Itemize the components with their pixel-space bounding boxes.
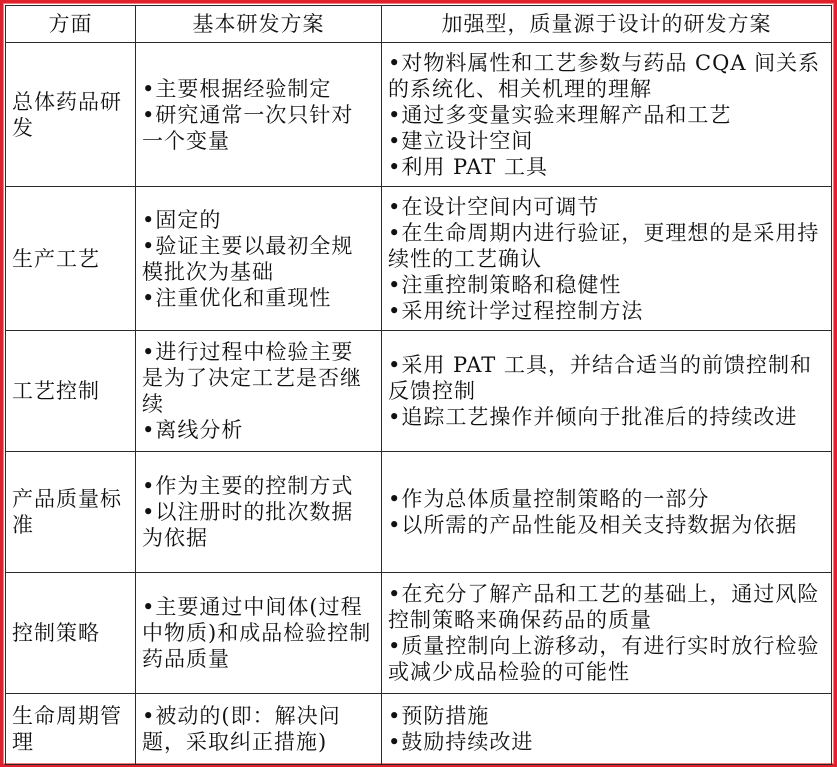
list-item: •作为主要的控制方式 [142, 474, 354, 498]
list-item: •建立设计空间 [388, 128, 534, 153]
list-item: •采用统计学过程控制方法 [388, 298, 644, 323]
list-item: •通过多变量实验来理解产品和工艺 [388, 102, 732, 127]
comparison-table [5, 5, 832, 765]
list-item: •预防措施 [388, 704, 490, 728]
enhanced-cell [382, 331, 832, 452]
header-row [6, 6, 832, 43]
table-row [6, 187, 832, 331]
basic-cell [136, 694, 382, 765]
list-item: •追踪工艺操作并倾向于批准后的持续改进 [388, 405, 798, 429]
list-item: •被动的(即：解决问题，采取纠正措施) [142, 704, 341, 754]
list-item: •在充分了解产品和工艺的基础上，通过风险控制策略来确保药品的质量 [388, 582, 820, 632]
row-aspect: 总体药品研发 [6, 43, 136, 187]
table-row [6, 694, 832, 765]
basic-cell [136, 187, 382, 331]
basic-cell [136, 43, 382, 187]
list-item: •在生命周期内进行验证，更理想的是采用持续性的工艺确认 [388, 220, 820, 271]
enhanced-cell [382, 452, 832, 573]
table-row [6, 43, 832, 187]
row-aspect: 产品质量标准 [6, 452, 136, 573]
list-item: •固定的 [142, 207, 222, 232]
list-item: •以注册时的批次数据为依据 [142, 500, 354, 550]
list-item: •进行过程中检验主要是为了决定工艺是否继续 [142, 340, 362, 416]
list-item: •主要根据经验制定 [142, 76, 332, 101]
enhanced-cell [382, 187, 832, 331]
list-item: •离线分析 [142, 418, 244, 442]
list-item: •主要通过中间体(过程中物质)和成品检验控制药品质量 [142, 595, 372, 671]
table-row [6, 573, 832, 694]
row-aspect: 生命周期管理 [6, 694, 136, 765]
basic-cell [136, 331, 382, 452]
list-item: •质量控制向上游移动，有进行实时放行检验或减少成品检验的可能性 [388, 634, 820, 684]
enhanced-cell [382, 694, 832, 765]
list-item: •作为总体质量控制策略的一部分 [388, 487, 710, 511]
list-item: •注重控制策略和稳健性 [388, 272, 622, 297]
list-item: •以所需的产品性能及相关支持数据为依据 [388, 513, 798, 537]
header-aspect: 方面 [6, 6, 136, 43]
list-item: •验证主要以最初全规模批次为基础 [142, 233, 354, 284]
list-item: •采用 PAT 工具，并结合适当的前馈控制和反馈控制 [388, 353, 812, 403]
row-aspect: 生产工艺 [6, 187, 136, 331]
row-aspect: 工艺控制 [6, 331, 136, 452]
basic-cell [136, 573, 382, 694]
list-item: •研究通常一次只针对一个变量 [142, 102, 354, 153]
header-basic-approach: 基本研发方案 [136, 6, 382, 43]
header-enhanced-approach: 加强型，质量源于设计的研发方案 [382, 6, 832, 43]
table-row [6, 452, 832, 573]
list-item: •利用 PAT 工具 [388, 154, 548, 179]
list-item: •对物料属性和工艺参数与药品 CQA 间关系的系统化、相关机理的理解 [388, 50, 821, 101]
list-item: •鼓励持续改进 [388, 730, 534, 754]
list-item: •注重优化和重现性 [142, 285, 332, 310]
row-aspect: 控制策略 [6, 573, 136, 694]
enhanced-cell [382, 573, 832, 694]
basic-cell [136, 452, 382, 573]
list-item: •在设计空间内可调节 [388, 194, 600, 219]
table-row [6, 331, 832, 452]
enhanced-cell [382, 43, 832, 187]
